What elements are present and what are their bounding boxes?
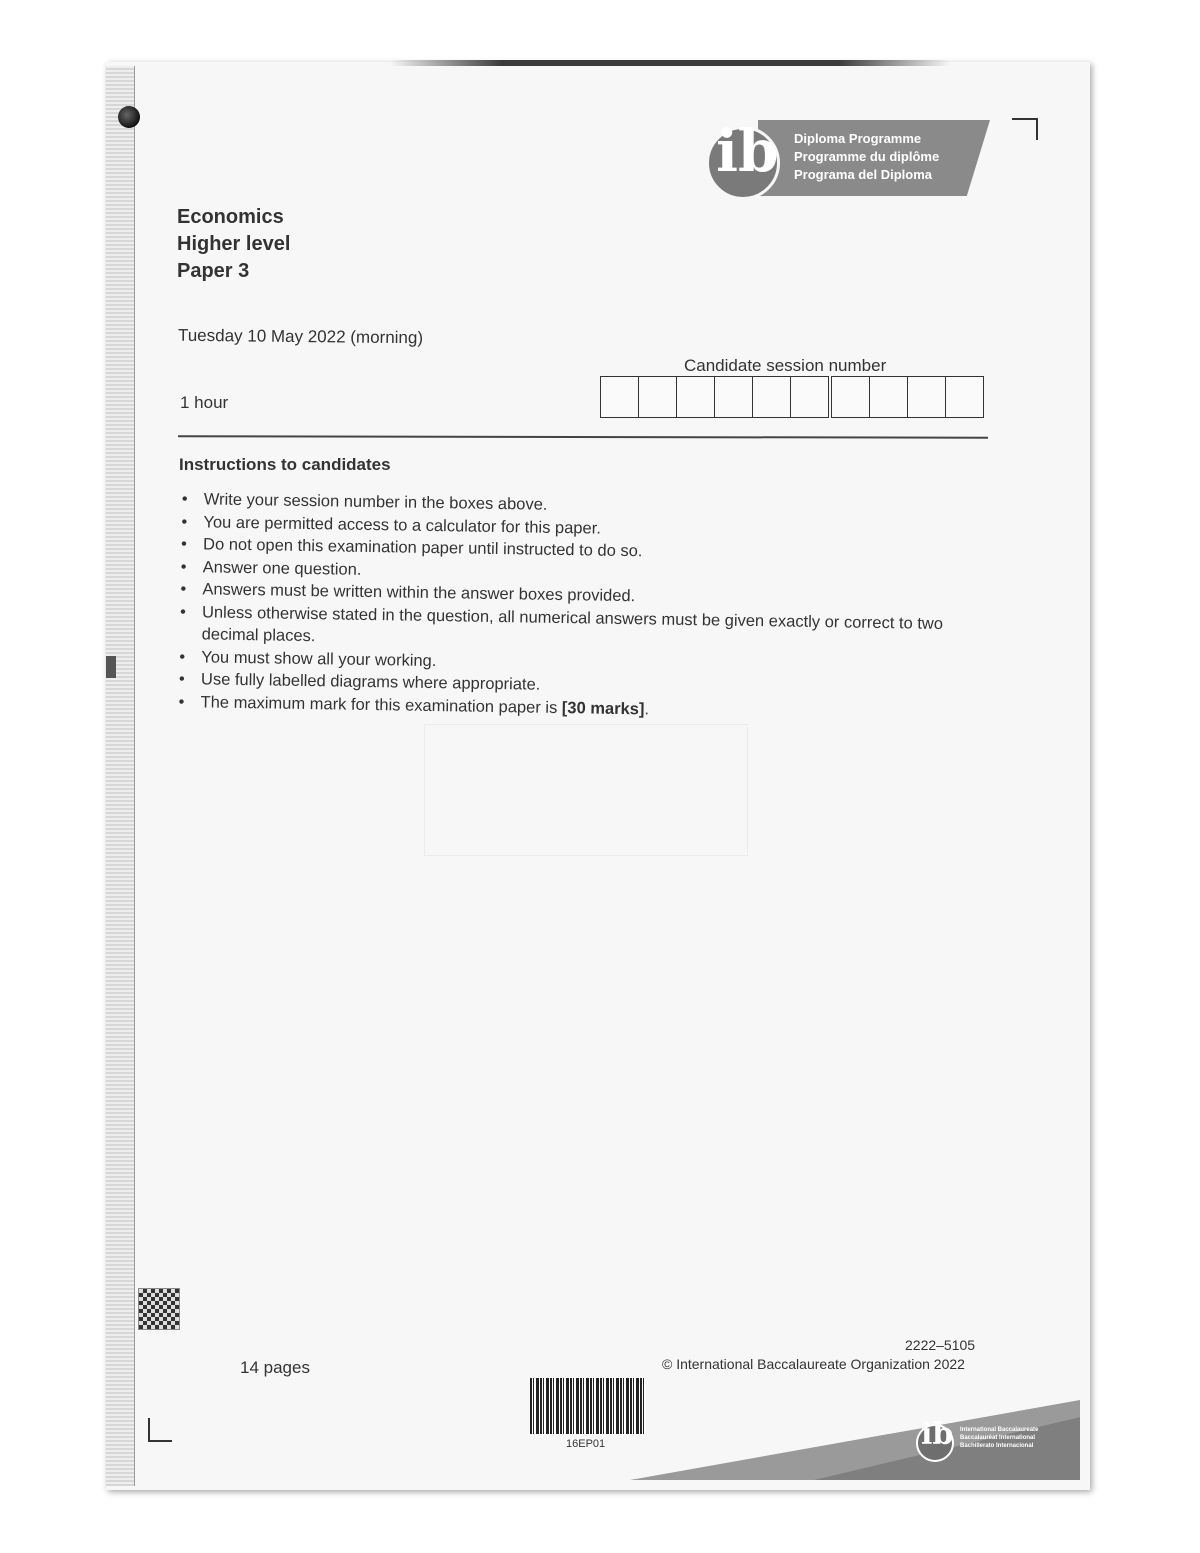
footer-logo-line-3: Bachillerato Internacional xyxy=(960,1443,1034,1449)
exam-date: Tuesday 10 May 2022 (morning) xyxy=(177,325,424,348)
footer-ib-mark: ib xyxy=(921,1417,954,1452)
page-count: 14 pages xyxy=(240,1358,310,1377)
instructions-list xyxy=(176,488,979,726)
instruction-item: • Write your session number in the boxes above. xyxy=(180,488,980,523)
corner-mark-bottom-left xyxy=(148,1418,172,1442)
binding-mark xyxy=(106,656,116,678)
logo-line-3: Programa del Diploma xyxy=(794,167,932,182)
max-mark-value: [30 marks] xyxy=(561,698,645,718)
paper-code: 2222–5105 xyxy=(905,1337,976,1353)
subject-level: Higher level xyxy=(177,233,291,255)
corner-mark-top-right xyxy=(1012,118,1038,140)
copyright: © International Baccalaureate Organization 2022 xyxy=(662,1356,965,1372)
session-digit-box[interactable] xyxy=(869,376,908,418)
max-mark-suffix: . xyxy=(644,699,650,718)
candidate-session-boxes xyxy=(600,376,983,418)
session-digit-box[interactable] xyxy=(831,376,870,418)
footer-logo-line-1: International Baccalaureate xyxy=(960,1427,1039,1433)
session-digit-box[interactable] xyxy=(752,376,791,418)
footer-logo-text xyxy=(960,1426,1038,1450)
instruction-item: • Use fully labelled diagrams where appropriate. xyxy=(177,668,977,703)
binding-strip xyxy=(106,66,135,1486)
ib-logo-mark: ib xyxy=(716,117,779,185)
staple-icon xyxy=(118,106,140,128)
candidate-session-label: Candidate session number xyxy=(684,356,887,375)
instructions-heading: Instructions to candidates xyxy=(179,455,391,474)
session-digit-box[interactable] xyxy=(676,376,715,418)
instruction-item: • You must show all your working. xyxy=(177,645,977,680)
instruction-item: • Answer one question. xyxy=(179,555,979,590)
exam-duration: 1 hour xyxy=(180,393,229,412)
paper-number: Paper 3 xyxy=(177,260,250,282)
logo-line-2: Programme du diplôme xyxy=(794,149,940,164)
session-digit-box[interactable] xyxy=(790,376,829,418)
session-digit-box[interactable] xyxy=(600,376,639,418)
subject-block xyxy=(177,204,290,285)
paper-edge xyxy=(390,60,950,66)
session-digit-box[interactable] xyxy=(907,376,946,418)
session-digit-box[interactable] xyxy=(945,376,984,418)
instruction-item: • Do not open this examination paper until instructed to do so. xyxy=(179,533,979,568)
session-digit-box[interactable] xyxy=(638,376,677,418)
subject-title: Economics xyxy=(177,206,284,228)
instruction-item: • Unless otherwise stated in the question, all numerical answers must be given exactly or correct to two decimal places. xyxy=(178,600,979,658)
session-digit-box[interactable] xyxy=(714,376,753,418)
logo-text xyxy=(794,130,939,184)
footer-logo-line-2: Baccalauréat International xyxy=(960,1435,1036,1441)
instruction-item: • You are permitted access to a calculator for this paper. xyxy=(179,510,979,545)
qr-code-icon xyxy=(138,1288,180,1330)
barcode-icon xyxy=(530,1378,646,1434)
show-through-box xyxy=(424,724,748,856)
barcode-text: 16EP01 xyxy=(566,1438,606,1450)
logo-line-1: Diploma Programme xyxy=(794,131,922,146)
max-mark-text: The maximum mark for this examination paper is xyxy=(200,692,563,717)
instruction-item: • Answers must be written within the answer boxes provided. xyxy=(178,578,978,613)
